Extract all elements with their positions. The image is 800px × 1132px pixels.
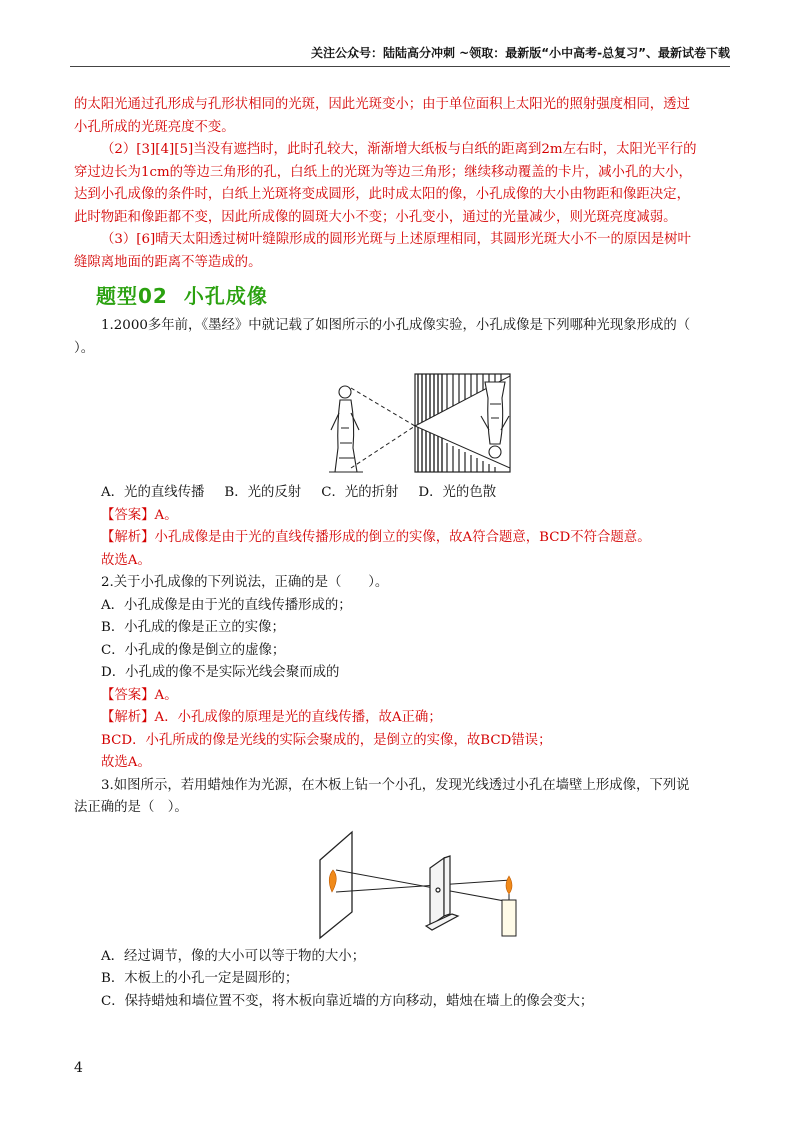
q1-stem: ）。 [74, 340, 95, 356]
section-name: 小孔成像 [183, 284, 268, 308]
prev-answer-p3: （3）[6]晴天太阳透过树叶缝隙形成的圆形光斑与上述原理相同，其圆形光斑大小不一的原因是树叶 [101, 232, 691, 247]
standing-figure [329, 386, 363, 472]
q1-answer: 【答案】A。 [101, 507, 178, 523]
q3-stem: 3.如图所示，若用蜡烛作为光源，在木板上钻一个小孔，发现光线透过小孔在墙壁上形成像，下列说 [101, 777, 690, 793]
prev-answer-p2: 此时物距和像距都不变，因此所成像的圆斑大小不变；小孔变小，通过的光量减少，则光斑亮度减弱。 [74, 209, 677, 225]
prev-answer-p2: 达到小孔成像的条件时，白纸上光斑将变成圆形，此时成太阳的像，小孔成像的大小由物距和像距决定， [74, 187, 690, 202]
light-rays [336, 870, 510, 902]
q2-analysis: 【解析】A．小孔成像的原理是光的直线传播，故A正确； [101, 710, 442, 725]
q1-options [74, 482, 728, 505]
q1-conclusion: 故选A。 [101, 552, 151, 568]
q2-option-d: D．小孔成的像不是实际光线会聚而成的 [101, 665, 340, 680]
q3-option-a: A．经过调节，像的大小可以等于物的大小； [101, 948, 366, 964]
q2-answer: 【答案】A。 [101, 687, 178, 703]
light-rays [351, 388, 415, 468]
prev-answer-p3: 缝隙离地面的距离不等造成的。 [74, 254, 262, 270]
prev-answer-p2: 穿过边长为1cm的等边三角形的孔，白纸上的光斑为等边三角形；继续移动覆盖的卡片，减小孔的大小， [74, 164, 692, 180]
q2-option-b: B．小孔成的像是正立的实像； [101, 620, 285, 635]
q1-stem: 1.2000多年前，《墨经》中就记载了如图所示的小孔成像实验，小孔成像是下列哪种光现象形成的（ [101, 318, 691, 333]
q2-option-a: A．小孔成像是由于光的直线传播形成的； [101, 597, 352, 613]
pinhole-figure-mojing [327, 368, 517, 476]
candle [502, 894, 516, 936]
prev-answer-line: 小孔所成的光斑亮度不变。 [74, 119, 235, 135]
q3-option-b: B．木板上的小孔一定是圆形的； [101, 971, 299, 986]
candle-pinhole-figure [318, 830, 518, 940]
page-content [74, 94, 728, 1013]
q1-option-a: A．光的直线传播 [101, 485, 205, 500]
candle-flame-icon [506, 876, 512, 894]
q1-option-d: D．光的色散 [418, 485, 497, 500]
page-number: 4 [74, 1060, 83, 1076]
q1-option-c: C．光的折射 [321, 485, 399, 500]
q3-stem: 法正确的是（ ）。 [74, 800, 188, 815]
q2-option-c: C．小孔成的像是倒立的虚像； [101, 642, 286, 658]
q2-conclusion: 故选A。 [101, 755, 151, 770]
prev-answer-line: 的太阳光通过孔形成与孔形状相同的光斑，因此光斑变小；由于单位面积上太阳光的照射强度相同，透过 [74, 97, 690, 112]
q2-stem: 2.关于小孔成像的下列说法，正确的是（ ）。 [101, 575, 389, 590]
wooden-board [426, 856, 458, 930]
wall-screen [320, 832, 352, 938]
section-title [96, 280, 728, 309]
section-number: 题型02 [96, 284, 168, 308]
q1-analysis: 【解析】小孔成像是由于光的直线传播形成的倒立的实像，故A符合题意，BCD不符合题意。 [101, 530, 651, 545]
prev-answer-p2: （2）[3][4][5]当没有遮挡时，此时孔较大，渐渐增大纸板与白纸的距离到2m左右时，太阳光平行的 [101, 142, 697, 157]
page-header: 关注公众号：陆陆高分冲刺 ~领取：最新版“小中高考-总复习”、最新试卷下载 [311, 46, 730, 60]
header-divider [70, 66, 730, 67]
q1-option-b: B．光的反射 [224, 485, 302, 500]
q3-option-c: C．保持蜡烛和墙位置不变，将木板向靠近墙的方向移动，蜡烛在墙上的像会变大； [101, 993, 594, 1009]
q2-analysis: BCD．小孔所成的像是光线的实际会聚成的，是倒立的实像，故BCD错误； [101, 732, 552, 748]
